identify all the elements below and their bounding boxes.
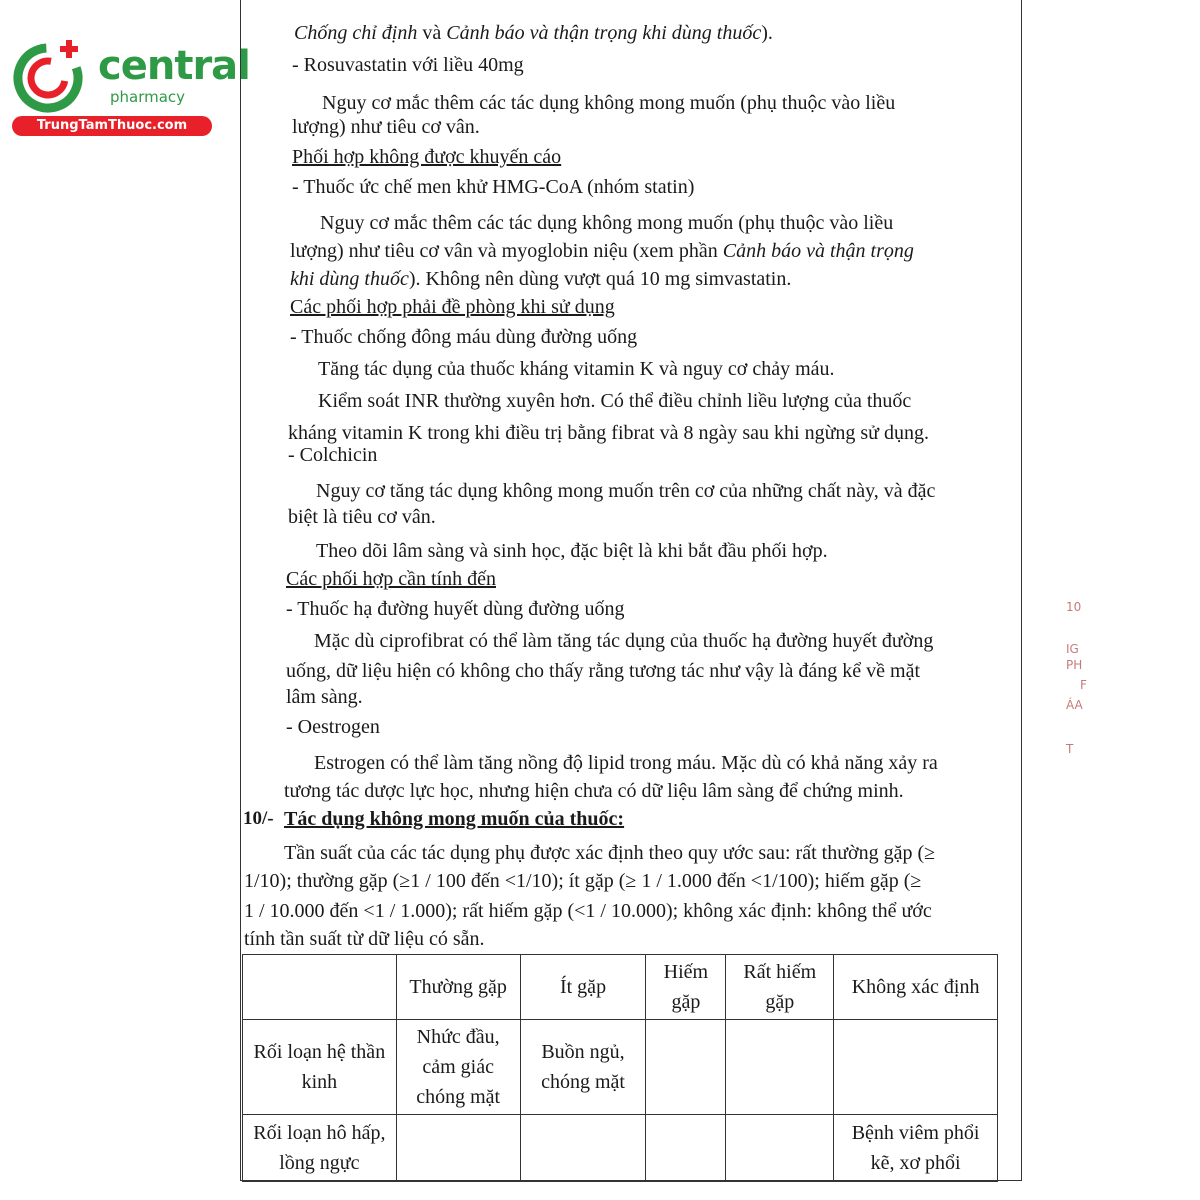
section-title: Tác dụng không mong muốn của thuốc: — [284, 808, 625, 830]
adverse-effects-table — [242, 954, 998, 1182]
table-cell: Nhức đầu, cảm giác chóng mặt — [396, 1020, 520, 1115]
stamp-text: ÁA — [1066, 698, 1083, 712]
table-header-cell: Hiếm gặp — [646, 955, 726, 1020]
text-line — [294, 18, 773, 48]
section-heading: Các phối hợp phải đề phòng khi sử dụng — [290, 296, 615, 318]
table-header-cell: Thường gặp — [396, 955, 520, 1020]
table-cell: Bệnh viêm phổi kẽ, xơ phổi — [834, 1115, 998, 1182]
text-line: - Oestrogen — [286, 716, 380, 738]
table-cell — [726, 1020, 834, 1115]
text-line: Nguy cơ tăng tác dụng không mong muốn trên cơ của những chất này, và đặc — [316, 480, 936, 502]
text-line: Kiểm soát INR thường xuyên hơn. Có thể điều chỉnh liều lượng của thuốc — [318, 390, 912, 412]
stamp-text: PH — [1066, 658, 1083, 672]
text-line — [290, 236, 914, 266]
text-line: Nguy cơ mắc thêm các tác dụng không mong muốn (phụ thuộc vào liều — [322, 92, 896, 114]
text-line: biệt là tiêu cơ vân. — [288, 506, 436, 528]
table-cell: Rối loạn hô hấp, lồng ngực — [243, 1115, 397, 1182]
text-line: - Thuốc chống đông máu dùng đường uống — [290, 326, 638, 348]
text-line: - Thuốc hạ đường huyết dùng đường uống — [286, 598, 625, 620]
text-span: Chống chỉ định — [294, 22, 418, 44]
text-line: Tăng tác dụng của thuốc kháng vitamin K và nguy cơ chảy máu. — [318, 358, 835, 380]
text-line — [290, 264, 791, 294]
text-line: tính tần suất từ dữ liệu có sẵn. — [244, 928, 485, 950]
stamp-text: F — [1080, 678, 1087, 692]
text-line: - Thuốc ức chế men khử HMG-CoA (nhóm statin) — [292, 176, 695, 198]
stamp-text: IG — [1066, 642, 1079, 656]
logo-brand: central — [98, 43, 250, 89]
table-cell: Buồn ngủ, chóng mặt — [520, 1020, 646, 1115]
table-row — [243, 1115, 998, 1182]
text-line: lâm sàng. — [286, 686, 363, 708]
text-span: Cảnh báo và thận trọng — [722, 240, 914, 262]
table-cell — [520, 1115, 646, 1182]
text-line: Estrogen có thể làm tăng nồng độ lipid trong máu. Mặc dù có khả năng xảy ra — [314, 752, 938, 774]
text-line: kháng vitamin K trong khi điều trị bằng fibrat và 8 ngày sau khi ngừng sử dụng. — [288, 422, 930, 444]
table-header-cell: Ít gặp — [520, 955, 646, 1020]
text-line: 1/10); thường gặp (≥1 / 100 đến <1/10); ít gặp (≥ 1 / 1.000 đến <1/100); hiếm gặp (≥ — [244, 870, 922, 892]
text-line: tương tác dược lực học, nhưng hiện chưa có dữ liệu lâm sàng để chứng minh. — [284, 780, 904, 802]
logo-url: TrungTamThuoc.com — [12, 116, 212, 136]
table-header-cell: Rất hiếm gặp — [726, 955, 834, 1020]
text-line: 1 / 10.000 đến <1 / 1.000); rất hiếm gặp (<1 / 10.000); không xác định: không thể ước — [244, 900, 932, 922]
table-cell — [646, 1020, 726, 1115]
table-header-cell: Không xác định — [834, 955, 998, 1020]
table-header-cell — [243, 955, 397, 1020]
text-span: lượng) như tiêu cơ vân và myoglobin niệu (xem phần — [290, 240, 723, 262]
table-cell — [726, 1115, 834, 1182]
table-cell — [646, 1115, 726, 1182]
text-span: ). — [761, 22, 773, 44]
table-cell — [834, 1020, 998, 1115]
section-heading: Các phối hợp cần tính đến — [286, 568, 496, 590]
text-line: - Colchicin — [288, 444, 378, 466]
logo-sub: pharmacy — [110, 88, 186, 106]
text-line: Nguy cơ mắc thêm các tác dụng không mong muốn (phụ thuộc vào liều — [320, 212, 894, 234]
text-span: và — [417, 22, 447, 44]
text-line: Tần suất của các tác dụng phụ được xác định theo quy ước sau: rất thường gặp (≥ — [284, 842, 936, 864]
text-line: uống, dữ liệu hiện có không cho thấy rằng tương tác như vậy là đáng kể về mặt — [286, 660, 921, 682]
table-cell: Rối loạn hệ thần kinh — [243, 1020, 397, 1115]
section-number: 10/- — [243, 808, 274, 829]
table-header-row — [243, 955, 998, 1020]
text-span: Cảnh báo và thận trọng khi dùng thuốc — [446, 22, 762, 44]
text-line: - Rosuvastatin với liều 40mg — [292, 54, 524, 76]
text-span: khi dùng thuốc — [290, 268, 409, 290]
edge-stamp — [1066, 590, 1096, 770]
stamp-text: T — [1066, 742, 1074, 756]
table-row — [243, 1020, 998, 1115]
text-line: Mặc dù ciprofibrat có thể làm tăng tác dụng của thuốc hạ đường huyết đường — [314, 630, 934, 652]
table-cell — [396, 1115, 520, 1182]
text-span: ). Không nên dùng vượt quá 10 mg simvastatin. — [408, 268, 792, 290]
text-line: Theo dõi lâm sàng và sinh học, đặc biệt là khi bắt đầu phối hợp. — [316, 540, 828, 562]
section-heading: Phối hợp không được khuyến cáo — [292, 146, 562, 168]
text-line: lượng) như tiêu cơ vân. — [292, 116, 480, 138]
stamp-text: 10 — [1066, 600, 1082, 614]
